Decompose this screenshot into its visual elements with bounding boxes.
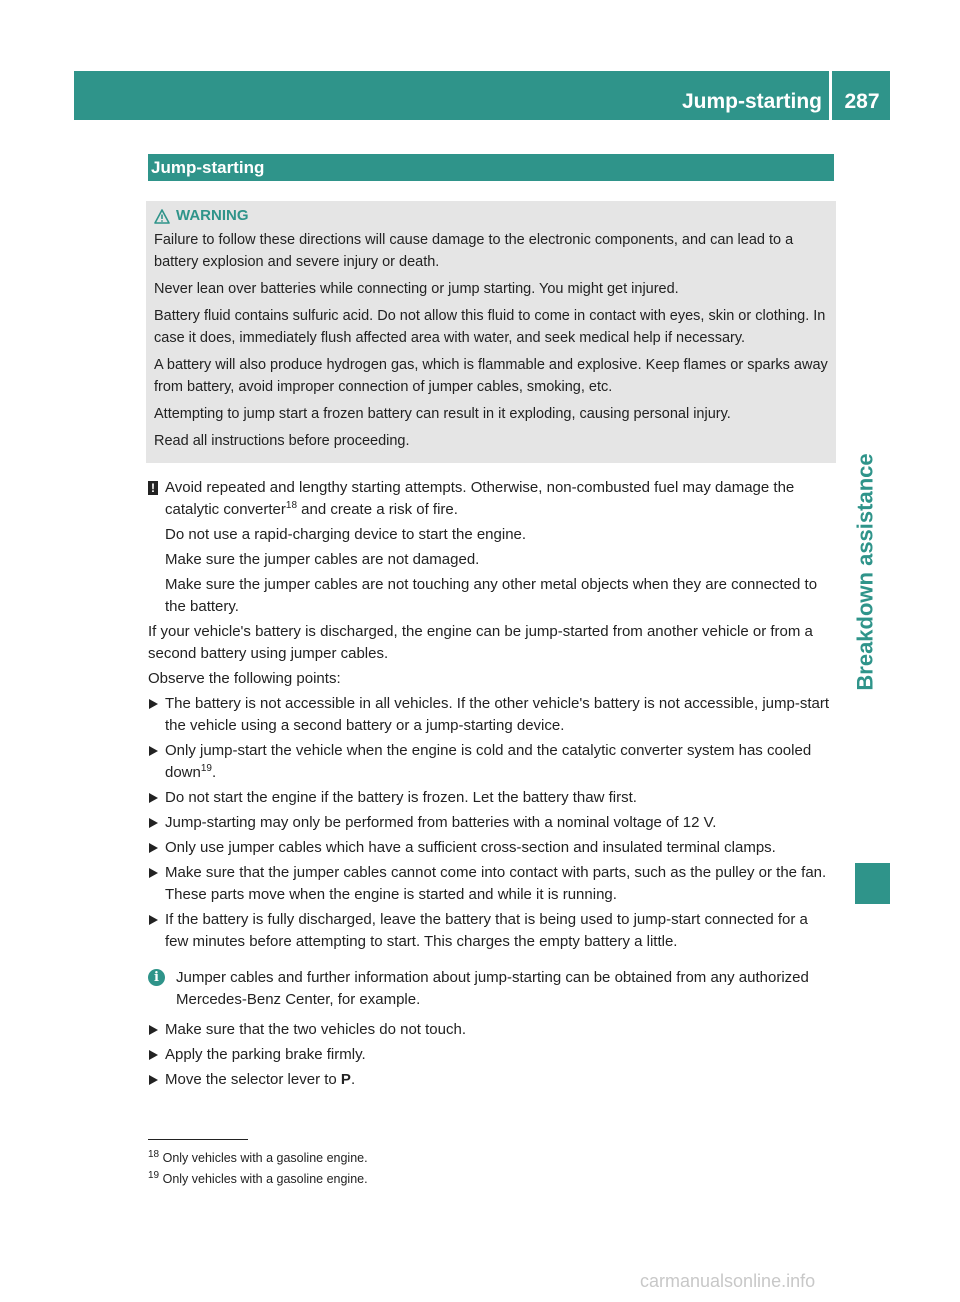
chapter-side-tab [842, 438, 890, 706]
warning-paragraph: Failure to follow these directions will cause damage to the electronic components, and can lead to a battery explosion and severe injury or death. [154, 232, 794, 270]
footnote-rule [148, 1139, 248, 1140]
header-separator [829, 71, 832, 120]
footnote-text: Only vehicles with a gasoline engine. [159, 1151, 368, 1165]
caution-note [148, 477, 834, 618]
list-item-text: Only jump-start the vehicle when the engine is cold and the catalytic converter system has cooled down [165, 742, 812, 781]
info-icon: i [148, 969, 165, 986]
note-line: Make sure the jumper cables are not touching any other metal objects when they are connected to the battery. [165, 576, 818, 615]
list-item [148, 740, 834, 784]
warning-paragraph: A battery will also produce hydrogen gas, which is flammable and explosive. Keep flames or sparks away from battery, avoid improper connection of jumper cables, smoking, etc. [154, 357, 828, 395]
list-item-text: . [211, 764, 217, 781]
warning-box [146, 201, 836, 463]
footnote-ref: 19 [200, 763, 212, 774]
exclamation-icon: ! [148, 481, 158, 495]
steps-list [148, 1019, 834, 1091]
chapter-label: Breakdown assistance [853, 453, 879, 691]
header-title: Jump-starting [681, 90, 822, 113]
list-item: Make sure that the jumper cables cannot come into contact with parts, such as the pulley or the fan. These parts move when the engine is started and while it is running. [148, 862, 834, 906]
info-note [148, 967, 834, 1011]
warning-paragraph: Never lean over batteries while connecting or jump starting. You might get injured. [154, 281, 679, 297]
points-list [148, 693, 834, 953]
warning-paragraph: Read all instructions before proceeding. [154, 433, 410, 449]
page-number: 287 [844, 90, 880, 113]
footnote-text: Only vehicles with a gasoline engine. [159, 1172, 368, 1186]
warning-paragraph: Attempting to jump start a frozen battery can result in it exploding, causing personal injury. [154, 406, 731, 422]
list-item: Only use jumper cables which have a sufficient cross-section and insulated terminal clamps. [148, 837, 834, 859]
info-text: Jumper cables and further information about jump-starting can be obtained from any authorized Mercedes-Benz Center, for example. [176, 969, 809, 1008]
warning-paragraph: Battery fluid contains sulfuric acid. Do not allow this fluid to come in contact with eyes, skin or clothing. In case it does, immediately flush affected area with water, and seek medical help if necessary. [154, 308, 826, 346]
footnote-number: 18 [148, 1148, 160, 1160]
list-item: Apply the parking brake firmly. [148, 1044, 834, 1066]
list-item: Jump-starting may only be performed from batteries with a nominal voltage of 12 V. [148, 812, 834, 834]
section-title: Jump-starting [148, 154, 834, 181]
list-item: Make sure that the two vehicles do not touch. [148, 1019, 834, 1041]
selector-position: P [340, 1071, 351, 1088]
note-text: and create a risk of fire. [297, 501, 458, 518]
note-line: Do not use a rapid-charging device to start the engine. [165, 526, 527, 543]
warning-label: WARNING [176, 207, 249, 224]
warning-triangle-icon [154, 209, 170, 224]
chapter-marker-block [855, 863, 890, 904]
footnote [148, 1148, 834, 1169]
note-line [165, 477, 834, 521]
footnote-number: 19 [148, 1169, 160, 1181]
list-item-text: . [350, 1071, 356, 1088]
list-item: The battery is not accessible in all vehicles. If the other vehicle's battery is not accessible, jump-start the vehicle using a second battery or a jump-starting device. [148, 693, 834, 737]
footnotes [148, 1139, 834, 1190]
observe-paragraph: Observe the following points: [148, 670, 341, 687]
footnote [148, 1169, 834, 1190]
note-line: Make sure the jumper cables are not damaged. [165, 551, 480, 568]
warning-header [154, 205, 829, 227]
intro-paragraph: If your vehicle's battery is discharged, the engine can be jump-started from another vehicle or from a second battery using jumper cables. [148, 623, 813, 662]
list-item [148, 1069, 834, 1091]
watermark: carmanualsonline.info [640, 1271, 816, 1291]
list-item: If the battery is fully discharged, leave the battery that is being used to jump-start connected for a few minutes before attempting to start. This charges the empty battery a little. [148, 909, 834, 953]
note-text: Avoid repeated and lengthy starting attempts. Otherwise, non-combusted fuel may damage the catalytic converter [165, 479, 795, 518]
footnote-ref: 18 [285, 500, 298, 511]
main-content [148, 154, 834, 1094]
list-item-text: Move the selector lever to [165, 1071, 341, 1088]
list-item: Do not start the engine if the battery is frozen. Let the battery thaw first. [148, 787, 834, 809]
page-header-bar [74, 71, 890, 120]
